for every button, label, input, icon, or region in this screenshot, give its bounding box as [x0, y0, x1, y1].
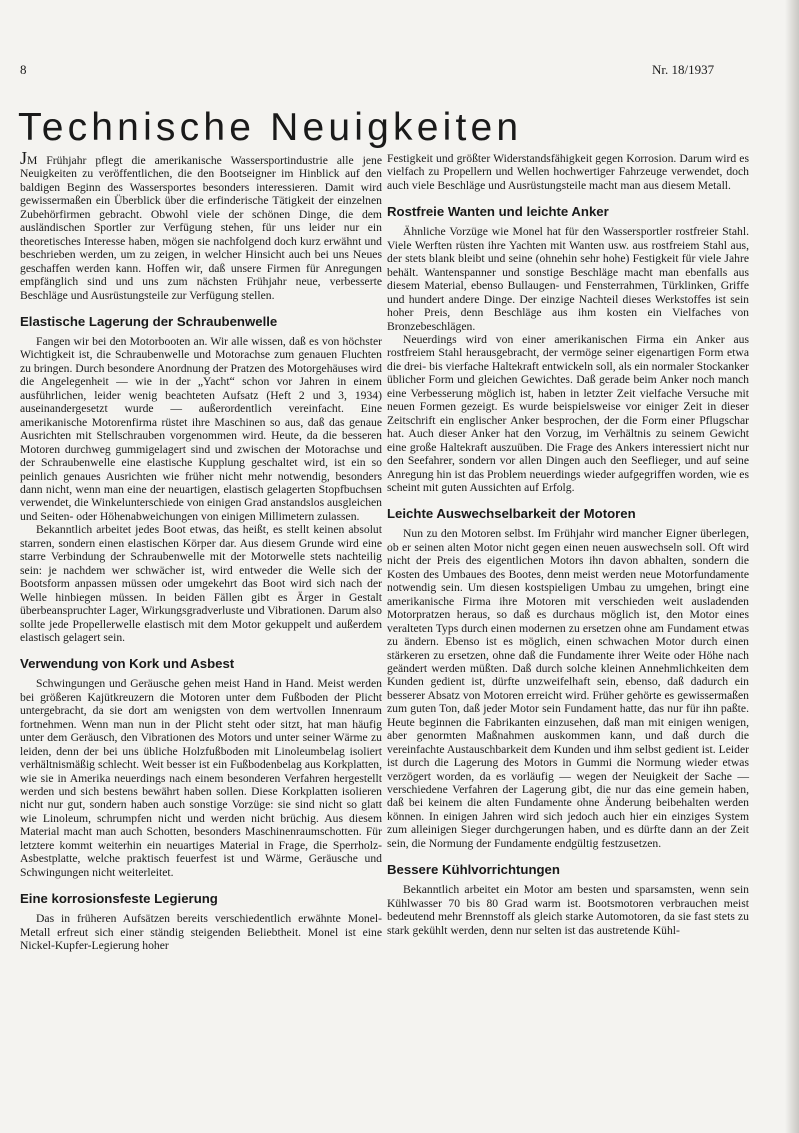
paragraph: Neuerdings wird von einer amerikanischen Firma ein Anker aus rostfreiem Stahl herausgebracht, der vermöge seiner eigenartigen Form etwa die drei- bis vierfache Haltekraft entwickeln soll, als ein normaler Stockanker üblicher Form und gleichen Gewichtes. Daß gerade beim Anker noch manch eine Verbesserung möglich ist, haben in letzter Zeit vielfache Versuche mit neuen Formen gezeigt. Es wurde beispielsweise vor einiger Zeit in dieser Zeitschrift ein englischer Anker besprochen, der die Form einer Pflugschar hat. Auch dieser Anker hat den Vorzug, im Verhältnis zu seinem Gewicht eine große Haltekraft auszuüben. Die Frage des Ankers interessiert nicht nur den Seefahrer, sondern vor allen Dingen auch den Seeflieger, und auf seine Anregung hin ist das Problem neuerdings wieder aufgegriffen worden, wie es scheint mit guten Aussichten auf Erfolg.	[387, 332, 749, 494]
paragraph: Bekanntlich arbeitet jedes Boot etwas, das heißt, es stellt keinen absolut starren, sondern einen elastischen Körper dar. Aus diesem Grunde wird eine starre Verbindung der Schraubenwelle mit der Motorwelle stets nachteilig sein: je nachdem wer schwächer ist, wird entweder die Welle sich der Bootsform anpassen müssen oder umgekehrt das Boot wird sich nach der Welle hinbiegen müssen. In beiden Fällen gibt es Ärger in Gestalt überbeanspruchter Lager, Wirkungsgradverluste und Vibrationen. Darum also sollte jede Propellerwelle elastisch mit dem Motor gekuppelt und außerdem elastisch gelagert sein.	[20, 523, 382, 644]
section-heading: Bessere Kühlvorrichtungen	[387, 862, 560, 878]
section-heading: Elastische Lagerung der Schraubenwelle	[20, 313, 278, 329]
column-right	[387, 152, 749, 937]
article-title: Technische Neuigkeiten	[18, 106, 523, 149]
paragraph: Fangen wir bei den Motorbooten an. Wir alle wissen, daß es von höchster Wichtigkeit ist, die Schraubenwelle und Motorachse zum genauen Fluchten zu bringen. Durch besondere Anordnung der Pratzen des Motorgehäuses wird die Angelegenheit — wie in der „Yacht“ schon vor Jahren in einem ausführlichen, leider wenig beachteten Aufsatz (Heft 2 und 3, 1934) auseinandergesetzt wurde — außerordentlich vereinfacht. Eine amerikanische Motorenfirma rüstet ihre Maschinen so aus, daß das genaue Ausrichten mit Stellschrauben vorgenommen wird. Heute, da die besseren Motoren durchweg gummigelagert sind und zwischen der Motorachse und der Schraubenwelle eine elastische Kupplung geschaltet wird, ist ein so peinlich genaues Ausrichten wie früher nicht mehr notwendig, besonders dann nicht, wenn man eine der neuartigen, elastisch gelagerten Stopfbuchsen verwendet, die Winkelunterschiede von einigen Grad anstandslos ausgleichen und Seiten- oder Höhenabweichungen von einigen Millimetern zulassen.	[20, 334, 383, 523]
initial-letter: J	[20, 148, 28, 168]
section-heading: Eine korrosionsfeste Legierung	[20, 891, 218, 907]
column-left	[20, 148, 383, 953]
paragraph: Bekanntlich arbeitet ein Motor am besten und sparsamsten, wenn sein Kühlwasser 70 bis 80 Grad warm ist. Bootsmotoren verbrauchen meist bedeutend mehr Brennstoff als gleich starke Automotoren, da sie fast stets zu stark gekühlt werden, denn nur selten ist das austretende Kühl-	[387, 883, 749, 937]
page-number: 8	[20, 62, 27, 77]
page-edge-shadow	[785, 0, 799, 1133]
intro-text: M Frühjahr pflegt die amerikanische Wassersportindustrie alle jene Neuigkeiten zu veröffentlichen, die den Bootseigner im Hinblick auf den baldigen Beginn des Wassersportes besonders interessieren. Damit wird gewissermaßen ein Überblick über die erfinderische Tätigkeit der einzelnen Zubehörfirmen gebracht. Obwohl viele der schönen Dinge, die dem ausländischen Sportler zur Verfügung stehen, für uns leider nur ein theoretisches Interesse haben, mögen sie nachfolgend doch kurz erwähnt und beschrieben werden, um zu zeigen, in welcher Hinsicht auch bei uns Neues geschaffen werden kann. Hoffen wir, daß unsere Firmen für Anregungen empfänglich sind und uns zum nächsten Frühjahr neue, verbesserte Beschläge und Ausrüstungsteile zur Verfügung stellen.	[20, 154, 382, 302]
paragraph: Nun zu den Motoren selbst. Im Frühjahr wird mancher Eigner überlegen, ob er seinen alten Motor nicht gegen einen neuen auswechseln soll. Oft wird nicht der Preis des eigentlichen Motors ihn davon abhalten, sondern die Kosten des Umbaues des Bootes, denn meist werden neue Motorfundamente notwendig sein. Um diesen kostspieligen Umbau zu umgehen, bringt eine amerikanische Firma ihre Motoren mit verschieden weit ausladenden Motorpratzen heraus, so daß es durchaus möglich ist, den Motor eines veralteten Typs durch einen modernen zu ersetzen ohne am Fundament etwas zu ändern. Ebenso ist es möglich, einen schwachen Motor durch einen stärkeren zu ersetzen, ohne daß die Fundamente ihrer Weite oder Höhe nach geändert werden müßten. Daß durch solche kleinen Annehmlichkeiten dem Kunden gedient ist, dürfte unzweifelhaft sein, ebenso, daß dadurch ein besserer Absatz von Motoren erreicht wird. Früher gehörte es gewissermaßen zum guten Ton, daß jeder Motor sein Fundament hatte, das nur für ihn paßte. Heute beginnen die Fabrikanten einzusehen, daß man mit einigen wenigen, aber genormten Maßnahmen auskommen kann, und daß durch die vereinfachte Austauschbarkeit dem Kunden und ihm selbst gedient ist. Leider ist durch die Lagerung des Motors in Gummi die Normung wieder etwas verzögert worden, da es vorläufig — wegen der Neuigkeit der Sache — verschiedene Verfahren der Lagerung gibt, die nur das eine gemein haben, daß bei keinem die alten Fundamente ohne Änderung beibehalten werden können. In einigen Jahren wird sich jedoch auch hier ein einziges System zum alleinigen Sieger durchgerungen haben, und es dürfte dann an der Zeit sein, die Normung der Fundamente endgültig festzusetzen.	[387, 527, 749, 850]
issue-number: Nr. 18/1937	[652, 62, 715, 77]
paragraph-continued: Festigkeit und größter Widerstandsfähigkeit gegen Korrosion. Darum wird es vielfach zu Propellern und Wellen hochwertiger Fahrzeuge verwendet, doch auch viele Beschläge und Ausrüstungsteile macht man aus diesem Metall.	[387, 152, 749, 192]
intro-paragraph	[20, 148, 382, 302]
paragraph: Schwingungen und Geräusche gehen meist Hand in Hand. Meist werden bei größeren Kajütkreuzern die Motoren unter dem Fußboden der Plicht untergebracht, da sie dort am wenigsten von dem wertvollen Innenraum fortnehmen. Wenn man nun in der Plicht steht oder sitzt, hat man häufig unter dem Geräusch, den Vibrationen des Motors und unter seiner Wärme zu leiden, denn der bei uns übliche Holzfußboden mit Linoleumbelag isoliert verhältnismäßig schlecht. Weit besser ist ein Fußbodenbelag aus Korkplatten, wie sie in Amerika neuerdings nach einem besonderen Verfahren hergestellt werden und sich bestens bewährt haben sollen. Diese Korkplatten isolieren nicht nur gut, sondern haben auch sonstige Vorzüge: sie sind nicht so glatt wie Linoleum, schrumpfen nicht und werden nicht brüchig. Aus diesem Material macht man auch Schotten, besonders Maschinenraumschotten. Für letztere kommt weiterhin ein neuartiges Material in Frage, die Sperrholz-Asbestplatte, welche praktisch feuerfest ist und Wärme, Geräusche und Schwingungen nicht weiterleitet.	[20, 677, 382, 879]
paragraph: Ähnliche Vorzüge wie Monel hat für den Wassersportler rostfreier Stahl. Viele Werften rüsten ihre Yachten mit Wanten usw. aus rostfreiem Stahl aus, der stets blank bleibt und seine (ohnehin sehr hohe) Festigkeit für viele Jahre behält. Wantenspanner und sonstige Beschläge macht man ebenfalls aus diesem Material, ebenso Bullaugen- und Fensterrahmen, Türklinken, Griffe und hundert andere Dinge. Der einzige Nachteil dieses Werkstoffes ist sein hoher Preis, denn Beschläge aus ihm kosten ein Vielfaches von Bronzebeschlägen.	[387, 225, 749, 333]
section-heading: Leichte Auswechselbarkeit der Motoren	[387, 506, 636, 522]
paragraph: Das in früheren Aufsätzen bereits verschiedentlich erwähnte Monel-Metall erfreut sich einer ständig steigenden Beliebtheit. Monel ist eine Nickel-Kupfer-Legierung hoher	[20, 912, 382, 953]
section-heading: Verwendung von Kork und Asbest	[20, 656, 235, 672]
section-heading: Rostfreie Wanten und leichte Anker	[387, 204, 609, 220]
